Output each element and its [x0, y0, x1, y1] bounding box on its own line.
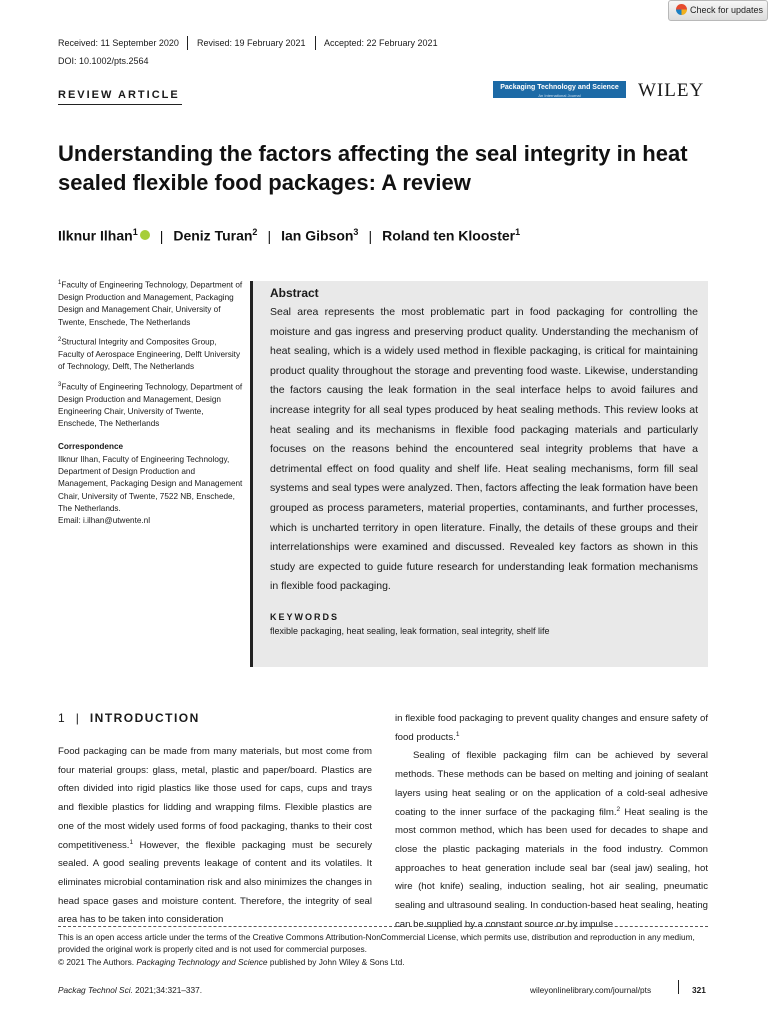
affiliation-mark: 2: [58, 336, 62, 343]
author-name[interactable]: Ilknur Ilhan: [58, 227, 133, 244]
copyright-line: [58, 956, 718, 968]
article-type-rule: [58, 104, 182, 105]
meta-divider: [187, 36, 188, 50]
author-affiliation-mark: 2: [252, 227, 258, 237]
affiliation: [58, 334, 243, 374]
license-notice: [58, 931, 718, 968]
meta-divider: [315, 36, 316, 50]
author-affiliation-mark: 3: [353, 227, 359, 237]
page-number: 321: [692, 985, 706, 995]
journal-logo: [493, 81, 626, 98]
license-divider: [58, 926, 708, 927]
affiliation-mark: 3: [58, 381, 62, 388]
body-text: Sealing of flexible packaging film can be achieved by several methods. These methods can be based on melting and joining of sealant layers using heat sealing or on the application of a cold-seal adhesive coating to the inner surface of the packaging film.: [395, 750, 708, 818]
doi: DOI: 10.1002/pts.2564: [58, 56, 149, 66]
body-column-left: [58, 743, 372, 930]
license-text: This is an open access article under the terms of the Creative Commons Attribution-NonCommercial License, which permits use, distribution and reproduction in any medium, provided the original work is properly cited and is not used for commercial purposes.: [58, 932, 695, 955]
correspondence-email[interactable]: Email: i.ilhan@utwente.nl: [58, 516, 151, 526]
abstract-heading: Abstract: [270, 286, 319, 300]
affiliation-text: Faculty of Engineering Technology, Department of Design Production and Management, Packaging Design and Management Chair, University of Twente, Enschede, The Netherlands: [58, 280, 243, 327]
body-paragraph: [395, 710, 708, 747]
body-text: Heat sealing is the most common method, which has been used for decades to shape and close the plastic packaging materials in the food industry. Common approaches to heat generation include seal bar (seal jaw) sealing, hot wire (hot knife) sealing, induction sealing, hot air sealing, pneumatic sealing and ultrasound sealing. In conduction-based heat sealing, heating can be supplied by a constant source or by impulse: [395, 806, 709, 930]
author-name[interactable]: Roland ten Klooster: [382, 227, 516, 244]
author-affiliation-mark: 1: [515, 227, 521, 237]
footer-divider: [678, 980, 679, 994]
affiliation-mark: 1: [58, 280, 62, 286]
citation-ref[interactable]: 1: [129, 838, 134, 846]
author-name[interactable]: Ian Gibson: [281, 227, 354, 244]
crossmark-icon: [676, 4, 687, 15]
accepted-date: Accepted: 22 February 2021: [324, 38, 438, 48]
affiliation: [58, 379, 243, 431]
copyright-journal: Packaging Technology and Science: [136, 956, 268, 967]
citation-ref[interactable]: 1: [455, 730, 460, 738]
affiliation-text: Structural Integrity and Composites Group, Faculty of Aerospace Engineering, Delft University of Technology, Delft, The Netherlands: [58, 337, 241, 372]
body-text: in flexible food packaging to prevent quality changes and ensure safety of food products.: [395, 713, 708, 743]
revised-date: Revised: 19 February 2021: [197, 38, 306, 48]
received-date: Received: 11 September 2020: [58, 38, 179, 48]
author-affiliation-mark: 1: [132, 227, 138, 237]
affiliations: [58, 277, 243, 528]
footer-url[interactable]: wileyonlinelibrary.com/journal/pts: [530, 985, 652, 995]
footer-volume: 2021;34:321–337.: [132, 985, 203, 995]
section-number: 1: [58, 711, 66, 725]
body-column-right: [395, 710, 708, 934]
check-for-updates-label: Check for updates: [690, 5, 764, 15]
journal-logo-subtitle: An International Journal: [538, 93, 581, 98]
body-paragraph: [395, 747, 708, 934]
publisher-logo: WILEY: [638, 80, 705, 101]
affiliation: [58, 277, 243, 329]
keywords-heading: KEYWORDS: [270, 611, 340, 622]
body-text: Food packaging can be made from many materials, but most come from four material groups: glass, metal, plastic and paper/board. Plastics are often divided into rigid plastics like those used for caps, cups and trays and flexible plastics for lidding and wrapping films. Flexible plastics are one of the most widely used forms of food packaging, thanks to their cost competitiveness.: [58, 746, 372, 851]
copyright-text: © 2021 The Authors.: [58, 956, 137, 967]
affiliation-text: Faculty of Engineering Technology, Department of Design Production and Management, Design Engineering Chair, University of Twente, Enschede, The Netherlands: [58, 382, 243, 429]
correspondence-heading: Correspondence: [58, 442, 124, 452]
copyright-text: published by John Wiley & Sons Ltd.: [267, 956, 405, 967]
paper-title: Understanding the factors affecting the seal integrity in heat sealed flexible food packages: A review: [58, 141, 688, 195]
correspondence-text: Ilknur Ilhan, Faculty of Engineering Technology, Department of Design Production and Management, Packaging Design and Management Chair, University of Twente, 7522 NB, Enschede, The Netherlands.: [58, 454, 243, 513]
keywords-text: flexible packaging, heat sealing, leak formation, seal integrity, shelf life: [270, 625, 550, 636]
footer-citation: [58, 985, 202, 995]
article-type: REVIEW ARTICLE: [58, 89, 180, 101]
check-for-updates-button[interactable]: [668, 0, 768, 21]
author-name[interactable]: Deniz Turan: [173, 227, 253, 244]
section-title: INTRODUCTION: [89, 711, 200, 725]
body-paragraph: [58, 743, 372, 930]
citation-ref[interactable]: 2: [616, 805, 621, 813]
abstract-box: [250, 281, 708, 667]
orcid-icon[interactable]: [140, 230, 150, 240]
body-text: However, the flexible packaging must be securely sealed. A good sealing prevents leakage of content and its volatiles. It eliminates microbial contamination risk and also minimizes the changes in head space gases and moisture content. Therefore, the integrity of seal area has to be taken into consideration: [58, 839, 372, 926]
abstract-text: Seal area represents the most problematic part in food packaging for controlling the moisture and gas ingress and preserving product quality. Understanding the mechanism of heat sealing, which is a widely used method in flexible packaging, is critical for maintaining product quality throughout the storage and preventing food waste. Likewise, understanding the factors causing the leak formation in the seal interface helps to avoid failures and increase integrity for all seal types produced by heat sealing methods. This review looks at heat sealing and its mechanisms in flexible food packaging materials and particularly focuses on the reasons behind the encountered seal integrity problems that have a detrimental effect on food quality and shelf life. Heat sealing mechanisms, form fill seal systems and seal types were analyzed. Then, factors affecting the leak formation have been grouped as process parameters, material properties, contaminants, and further processes, which is uncharted territory in open literature. Finally, the details of these groups and their interrelationships were examined and discussed. Revealed key factors as shown in this study are expected to guide future research for understanding leak formation mechanisms in flexible food packaging.: [270, 306, 698, 593]
section-heading: 1 | INTRODUCTION: [58, 711, 200, 725]
footer-journal: Packag Technol Sci.: [58, 985, 133, 995]
author-list: Ilknur Ilhan$^1$ | Deniz Turan$^2$ | Ian Gibson$^3$ | Roland ten Klooster$^1$: [58, 227, 521, 244]
journal-logo-title: Packaging Technology and Science: [500, 84, 619, 91]
